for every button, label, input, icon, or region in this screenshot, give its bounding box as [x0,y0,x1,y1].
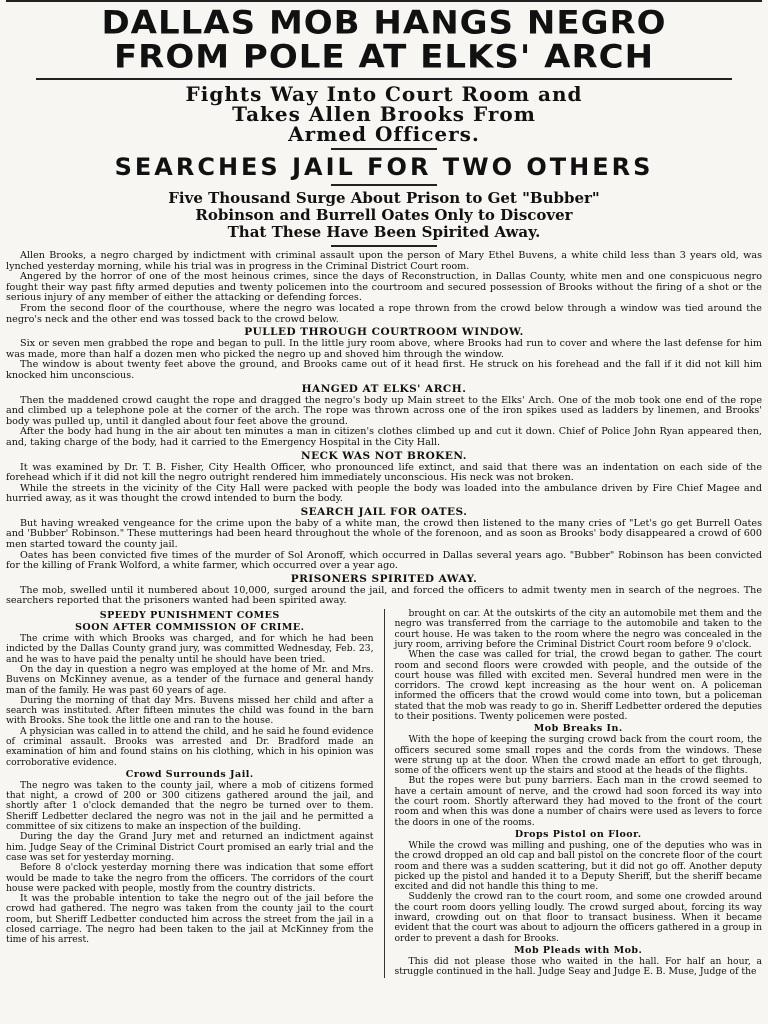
paragraph: During the morning of that day Mrs. Buvens missed her child and after a search was instituted. After fifteen minutes the child was found in the barn with Brooks. She took the little one and ran to the house. [6,694,374,727]
paragraph: On the day in question a negro was employed at the home of Mr. and Mrs. Buvens on McKinney avenue, as a tender of the furnace and general handy man of the family. He was past 60 years of age. [6,663,374,696]
paragraph: When the case was called for trial, the crowd began to gather. The court room and second floors were crowded with people, and the outside of the court house was filled with excited men. Several hundred men were in the corridors. The crowd kept increasing as the hour went on. A policeman informed the officers that the crowd would come into town, but a policeman stated that the mob was ready to go in. Sheriff Ledbetter ordered the deputies to their positions. Twenty policemen were posted. [394,649,762,722]
paragraph: Oates has been convicted five times of the murder of Sol Aronoff, which occurred in Dallas several years ago. "Bubber" Robinson has been convicted for the killing of Frank Wolford, a white farmer, which occurred over a year ago. [6,549,762,572]
paragraph: The mob, swelled until it numbered about 10,000, surged around the jail, and forced the officers to admit twenty men in search of the negroes. The searchers reported that the prisoners wanted had been spirited away. [6,584,762,607]
subhead: PRISONERS SPIRITED AWAY. [290,572,478,585]
paragraph: The crime with which Brooks was charged, and for which he had been indicted by the Dallas County grand jury, was committed Wednesday, Feb. 23, and he was to have paid the penalty until he should have been tried. [6,633,374,665]
paragraph: From the second floor of the courthouse, where the negro was located a rope thrown from the crowd below through a window was tied around the negro's neck and the other end was tossed back to the crowd below. [6,302,762,325]
top-rule [6,0,762,2]
subhead: PULLED THROUGH COURTROOM WINDOW. [244,326,524,339]
paragraph: With the hope of keeping the surging crowd back from the court room, the officers secured some small ropes and the cords from the windows. These were strung up at the door. When the crowd made an effort to get through, some of the officers went up the stairs and stood at the heads of the flights. [394,734,762,777]
paragraph: After the body had hung in the air about ten minutes a man in citizen's clothes climbed up and cut it down. Chief of Police John Ryan appeared then, and, taking charge of the body, had it carried to the Emergency Hospital in the City Hall. [6,426,762,448]
paragraph: This did not please those who waited in the hall. For half an hour, a struggle continued in the hall. Judge Seay and Judge E. B. Muse, Judge of the [394,955,762,978]
deck-3-line-2: Robinson and Burrell Oates Only to Discover [195,206,573,224]
deck-1-line-3: Armed Officers. [288,122,480,146]
subhead: HANGED AT ELKS' ARCH. [301,382,467,395]
paragraph: brought on car. At the outskirts of the city an automobile met them and the negro was transferred from the carriage to the automobile and taken to the court house. He was taken to the room where the negro was concealed in the jury room, arriving before the Criminal District Court room before 9 o'clock. [394,608,762,650]
paragraph: The negro was taken to the county jail, where a mob of citizens formed that night, a crowd of 200 or 300 citizens gathered around the jail, and shortly after 1 o'clock demanded that the negro be turned over to them. Sheriff Ledbetter declared the negro was not in the jail and he permitted a committee of six citizens to make an inspection of the building. [6,779,374,833]
paragraph: The window is about twenty feet above the ground, and Brooks came out of it head first. He struck on his forehead and the fall if it did not kill him knocked him unconscious. [6,359,762,381]
divider-rule [36,78,732,80]
paragraph: Allen Brooks, a negro charged by indictment with criminal assault upon the person of Mary Ethel Buvens, a white child less than 3 years old, was lynched yesterday morning, while his trial was in progress in the Criminal District Court room. [6,250,762,272]
paragraph: But the ropes were but puny barriers. Each man in the crowd seemed to have a certain amount of nerve, and the crowd had soon forced its way into the court room. Shortly afterward they had moved to the front of the court room and when this was done a number of chairs were used as levers to force the doors in one of the rooms. [394,775,762,828]
deck-3-line-1: Five Thousand Surge About Prison to Get "Bubber" [168,189,600,207]
headline-line-2: FROM POLE AT ELKS' ARCH [113,38,655,76]
paragraph: Before 8 o'clock yesterday morning there was indication that some effort would be made to take the negro from the officers. The corridors of the court house were packed with people, mostly from the country districts. [6,862,374,894]
paragraph: Then the maddened crowd caught the rope and dragged the negro's body up Main street to the Elks' Arch. One of the mob took one end of the rope and climbed up a telephone pole at the corner of the arch. The rope was thrown across one of the iron spikes used as ladders by linemen, and Brooks' body was pulled up, until it dangled about four feet above the ground. [6,394,762,427]
divider-rule [331,148,437,150]
paragraph: While the streets in the vicinity of the City Hall were packed with people the body was loaded into the ambulance driven by Fire Chief Magee and hurried away, as it was thought the crowd intended to burn the body. [6,482,762,505]
divider-rule [331,184,437,186]
paragraph: It was examined by Dr. T. B. Fisher, City Health Officer, who pronounced life extinct, and said that there was an indentation on each side of the forehead which if it did not kill the negro outright rendered him immediately unconscious. His neck was not broken. [6,461,762,484]
left-column [6,609,374,978]
paragraph: But having wreaked vengeance for the crime upon the baby of a white man, the crowd then listened to the many cries of "Let's go get Burrell Oates and 'Bubber' Robinson." These mutterings had been heard throughout the whole of the forenoon, and as soon as Brooks' body disappeared a crowd of 600 men started toward the county jail. [6,517,762,551]
deck-2: SEARCHES JAIL FOR TWO OTHERS [114,153,654,181]
article-lead [6,251,762,607]
paragraph: During the day the Grand Jury met and returned an indictment against him. Judge Seay of the Criminal District Court promised an early trial and the case was set for yesterday morning. [6,831,374,863]
subhead: SOON AFTER COMMISSION OF CRIME. [75,622,305,634]
paragraph: It was the probable intention to take the negro out of the jail before the crowd had gathered. The negro was taken from the county jail to the court room, but Sheriff Ledbetter conducted him across the street from the jail in a closed carriage. The negro had been taken to the jail at McKinney from the time of his arrest. [6,893,374,946]
deck-1-line-1: Fights Way Into Court Room and [185,82,583,106]
deck-3-line-3: That These Have Been Spirited Away. [227,223,541,241]
subhead: SPEEDY PUNISHMENT COMES [99,610,280,622]
headline-line-1: DALLAS MOB HANGS NEGRO [101,3,667,42]
divider-rule [331,245,437,247]
paragraph: While the crowd was milling and pushing, one of the deputies who was in the crowd dropped an old cap and ball pistol on the concrete floor of the court room and there was a sudden scattering, but it did not go off. Another deputy picked up the pistol and handed it to a Deputy Sheriff, but the sheriff became excited and did not handle this thing to me. [394,839,762,893]
deck-1-line-2: Takes Allen Brooks From [232,102,536,126]
right-column [395,609,763,978]
paragraph: A physician was called in to attend the child, and he said he found evidence of criminal assault. Brooks was arrested and Dr. Bradford made an examination of him and found stains on his clothing, which in his opinion was corroborative evidence. [6,725,374,768]
two-column-section [6,609,762,978]
subhead: Crowd Surrounds Jail. [125,768,254,780]
subhead: Mob Pleads with Mob. [514,944,643,956]
paragraph: Suddenly the crowd ran to the court room, and some one crowded around the court room doors yelling loudly. The crowd surged about, forcing its way inward, crowding out on that floor to transact business. When it became evident that the court was about to adjourn the officers gathered in a group in order to prevent a dash for Brooks. [394,891,762,944]
subhead: NECK WAS NOT BROKEN. [301,449,467,462]
paragraph: Angered by the horror of one of the most heinous crimes, since the days of Reconstruction, in Dallas County, white men and one conspicuous negro fought their way past fifty armed deputies and twenty policemen into the courtroom and secured possession of Brooks without the firing of a shot or the serious injury of any member of either the attacking or defending forces. [6,271,762,304]
subhead: SEARCH JAIL FOR OATES. [300,505,468,518]
subhead: Mob Breaks In. [533,723,623,735]
paragraph: Six or seven men grabbed the rope and began to pull. In the little jury room above, where Brooks had run to cover and where the last defense for him was made, more than half a dozen men who picked the negro up and shoved him through the window. [6,338,762,360]
column-divider [384,609,385,978]
subhead: Drops Pistol on Floor. [514,828,642,840]
